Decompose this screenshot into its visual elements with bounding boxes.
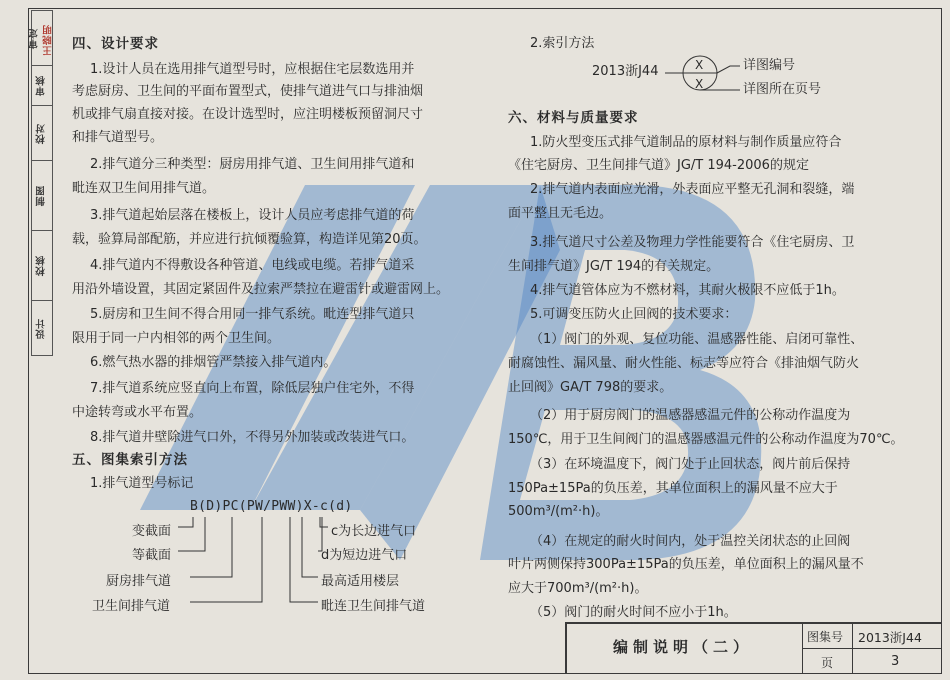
sidebar-cell-review: 审核 [32, 66, 52, 106]
p1-line-3: 机或排气扇直接对接。在设计选型时，应注明楼板预留洞尺寸 [72, 107, 424, 122]
page-number: 3 [891, 654, 900, 669]
page-label: 页 [821, 656, 834, 670]
sheet-title: 编制说明（二） [613, 638, 754, 656]
p3-line-1: 3.排气道起始层落在楼板上，设计人员应考虑排气道的荷 [90, 208, 415, 223]
r5-4-line-1: （4）在规定的耐火时间内，处于温控关闭状态的止回阀 [530, 534, 851, 549]
r2-line-1: 2.排气道内表面应光滑，外表面应平整无孔洞和裂缝，端 [530, 182, 855, 197]
sidebar-cell-approve: 审定 王晓明 [32, 11, 52, 66]
p2-line-2: 毗连双卫生间用排气道。 [72, 181, 216, 196]
p7-line-1: 7.排气道系统应竖直向上布置，除低层独户住宅外，不得 [90, 381, 415, 396]
label-long-side-inlet: c为长边进气口 [331, 524, 417, 539]
label-kitchen-duct: 厨房排气道 [106, 574, 172, 589]
r1-line-1: 1.防火型变压式排气道制品的原材料与制作质量应符合 [530, 135, 842, 150]
label-constant-section: 等截面 [132, 548, 172, 563]
p2-line-1: 2.排气道分三种类型：厨房用排气道、卫生间用排气道和 [90, 157, 415, 172]
label-max-floor: 最高适用楼层 [321, 574, 400, 589]
r5-3-line-1: （3）在环境温度下，阀门处于止回状态，阀片前后保持 [530, 457, 851, 472]
r5-4-line-2: 叶片两侧保持300Pa±15Pa的负压差，单位面积上的漏风量不 [508, 557, 864, 572]
sidebar-cell-draw: 制图 [32, 161, 52, 231]
index-label-page-no: 详图所在页号 [743, 82, 822, 97]
r5-4-line-3: 应大于700m³/(m²·h)。 [508, 581, 648, 596]
p7-line-2: 中途转弯或水平布置。 [72, 405, 203, 420]
r5-2-line-1: （2）用于厨房阀门的温感器感温元件的公称动作温度为 [530, 408, 851, 423]
title-block [565, 622, 942, 674]
sidebar-cell-check: 校对 [32, 106, 52, 161]
r5-1-line-2: 耐腐蚀性、漏风量、耐火性能、标志等应符合《排油烟气防火 [508, 356, 860, 371]
atlas-no-label: 图集号 [807, 630, 844, 644]
r1-line-2: 《住宅厨房、卫生间排气道》JG/T 194-2006的规定 [508, 158, 809, 173]
r3-line-2: 生间排气道》JG/T 194的有关规定。 [508, 259, 720, 274]
p5-line-2: 限用于同一户内相邻的两个卫生间。 [72, 331, 281, 346]
label-variable-section: 变截面 [132, 524, 172, 539]
label-short-side-inlet: d为短边进气口 [321, 548, 408, 563]
r2-line-2: 面平整且无毛边。 [508, 206, 613, 221]
r5-3-line-2: 150Pa±15Pa的负压差，其单位面积上的漏风量不应大于 [508, 481, 838, 496]
r5-3-line-3: 500m³/(m²·h)。 [508, 504, 609, 519]
section-6-title: 六、材料与质量要求 [508, 110, 639, 126]
label-adjacent-toilet-duct: 毗连卫生间排气道 [321, 599, 426, 614]
p8-line: 8.排气道井壁除进气口外，不得另外加装或改装进气口。 [90, 430, 415, 445]
p1-line-2: 考虑厨房、卫生间的平面布置型式，使排气道进气口与排油烟 [72, 84, 424, 99]
p1-line-1: 1.设计人员在选用排气道型号时，应根据住宅层数选用并 [90, 62, 415, 77]
model-code: B(D)PC(PW/PWW)X-c(d) [190, 499, 353, 514]
r5-1-line-1: （1）阀门的外观、复位功能、温感器性能、启闭可靠性、 [530, 332, 864, 347]
section-4-title: 四、设计要求 [72, 36, 159, 52]
sidebar-cell-proof: 校核 [32, 231, 52, 301]
sidebar-cell-design: 设计 [36, 317, 47, 339]
index-label-detail-no: 详图编号 [743, 58, 796, 73]
p6-line: 6.燃气热水器的排烟管严禁接入排气道内。 [90, 355, 337, 370]
sub1-title: 1.排气道型号标记 [90, 476, 194, 491]
r5-5-line: （5）阀门的耐火时间不应小于1h。 [530, 605, 737, 620]
sub2-title: 2.索引方法 [530, 36, 595, 51]
atlas-no-value: 2013浙J44 [858, 630, 922, 645]
r4-line: 4.排气道管体应为不燃材料，其耐火极限不应低于1h。 [530, 283, 845, 298]
r5-1-line-3: 止回阀》GA/T 798的要求。 [508, 380, 673, 395]
p5-line-1: 5.厨房和卫生间不得合用同一排气系统。毗连型排气道只 [90, 307, 415, 322]
r5-line: 5.可调变压防火止回阀的技术要求： [530, 307, 738, 322]
p4-line-1: 4.排气道内不得敷设各种管道、电线或电缆。若排气道采 [90, 258, 415, 273]
section-5-title: 五、图集索引方法 [72, 452, 188, 468]
label-toilet-duct: 卫生间排气道 [92, 599, 171, 614]
p4-line-2: 用沿外墙设置，其固定紧固件及拉索严禁拉在避雷针或避雷网上。 [72, 282, 450, 297]
r3-line-1: 3.排气道尺寸公差及物理力学性能要符合《住宅厨房、卫 [530, 235, 855, 250]
p1-line-4: 和排气道型号。 [72, 130, 164, 145]
index-code: 2013浙J44 [592, 64, 659, 79]
p3-line-2: 载，验算局部配筋，并应进行抗倾覆验算，构造详见第20页。 [72, 232, 427, 247]
index-symbol-bottom: X [695, 77, 704, 91]
r5-2-line-2: 150℃，用于卫生间阀门的温感器感温元件的公称动作温度为70℃。 [508, 432, 904, 447]
index-symbol-top: X [695, 58, 704, 72]
